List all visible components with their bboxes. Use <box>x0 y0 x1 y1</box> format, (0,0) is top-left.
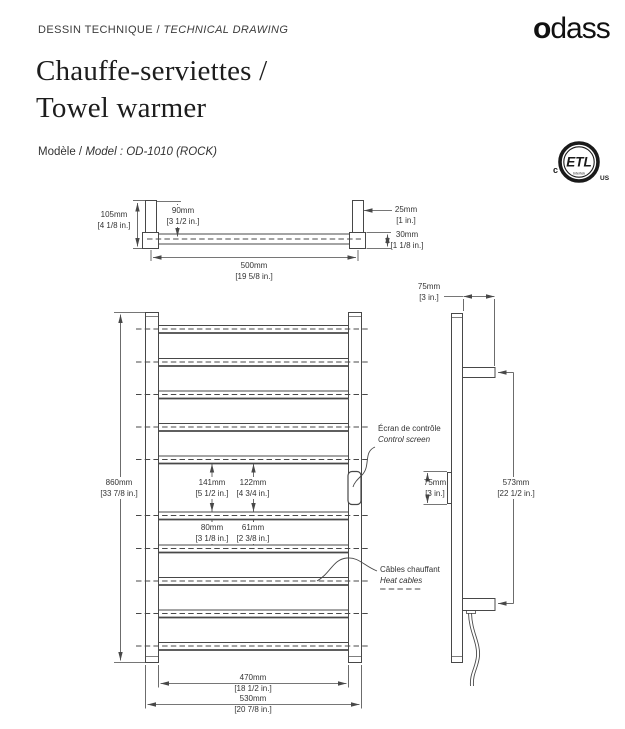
dim-90mm: 90mm [3 1/2 in.] <box>166 206 200 226</box>
dim-141mm: 141mm [5 1/2 in.] <box>195 478 229 498</box>
dim-530mm: 530mm [20 7/8 in.] <box>234 694 272 714</box>
title-line-en: Towel warmer <box>36 92 207 124</box>
dim-61mm: 61mm [2 3/8 in.] <box>236 523 270 543</box>
logo-o: o <box>533 12 551 45</box>
dim-470mm: 470mm [18 1/2 in.] <box>234 673 272 693</box>
dim-25mm: 25mm [1 in.] <box>394 205 418 225</box>
dim-105mm: 105mm [4 1/8 in.] <box>97 210 131 230</box>
dim-860mm: 860mm [33 7/8 in.] <box>100 478 138 498</box>
etl-text: ETL <box>566 154 592 170</box>
dim-80mm: 80mm [3 1/8 in.] <box>195 523 229 543</box>
dim-75mm-wall: 75mm [3 in.] <box>417 282 441 302</box>
dim-30mm: 30mm [1 1/8 in.] <box>390 230 424 250</box>
etl-intertek-text: Intertek <box>573 171 585 176</box>
dim-75mm-screen: 75mm [3 in.] <box>423 478 447 498</box>
dim-500mm: 500mm [19 5/8 in.] <box>235 261 273 281</box>
control-screen-shape <box>348 472 361 505</box>
model-value: Model : OD-1010 (ROCK) <box>85 146 217 158</box>
kicker-fr: DESSIN TECHNIQUE / <box>38 24 164 36</box>
heat-cables-label: Câbles chauffant Heat cables <box>380 565 440 585</box>
model-label: Modèle / <box>38 146 86 158</box>
kicker-en: TECHNICAL DRAWING <box>163 24 289 36</box>
dim-573mm: 573mm [22 1/2 in.] <box>497 478 535 498</box>
control-screen-label: Écran de contrôle Control screen <box>378 424 441 444</box>
title-line-fr: Chauffe-serviettes / <box>36 55 268 87</box>
dim-122mm: 122mm [4 3/4 in.] <box>236 478 270 498</box>
logo-rest: dass <box>550 12 610 45</box>
etl-c-text: c <box>553 165 559 175</box>
etl-us-text: US <box>600 175 610 182</box>
front-view-drawing <box>114 313 422 709</box>
